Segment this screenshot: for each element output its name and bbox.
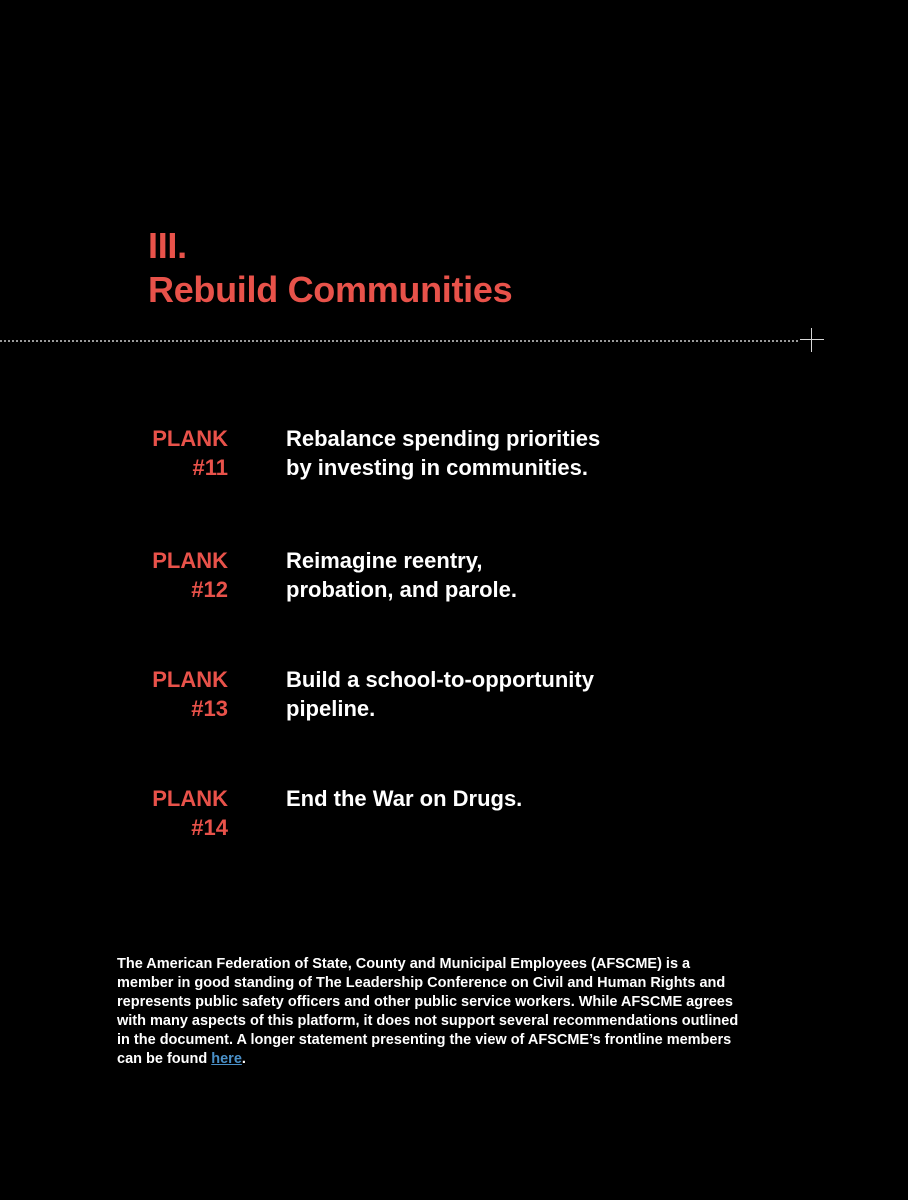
plank-number: #11 bbox=[192, 455, 228, 480]
plank-text-line: by investing in communities. bbox=[286, 455, 588, 480]
section-numeral: III. bbox=[148, 225, 187, 266]
section-heading bbox=[148, 224, 512, 312]
footnote-prefix: can be found bbox=[117, 1051, 212, 1067]
plank-text bbox=[286, 665, 646, 723]
plank-text-line: probation, and parole. bbox=[286, 577, 518, 602]
plank-text-line: End the War on Drugs. bbox=[286, 786, 523, 811]
plank-text bbox=[286, 784, 646, 813]
plank-number: #14 bbox=[191, 815, 228, 840]
plank-number: #13 bbox=[191, 696, 228, 721]
plank-text bbox=[286, 546, 646, 604]
plank-label bbox=[120, 546, 228, 604]
plank-text-line: pipeline. bbox=[286, 696, 376, 721]
plank-text-line: Build a school-to-opportunity bbox=[286, 667, 594, 692]
footnote-suffix: . bbox=[241, 1051, 246, 1067]
footnote-line: member in good standing of The Leadership Conference on Civil and Human Rights and bbox=[117, 975, 726, 991]
dotted-divider bbox=[0, 340, 798, 342]
plank-word: PLANK bbox=[152, 667, 228, 692]
footnote-line: represents public safety officers and other public service workers. While AFSCME agrees bbox=[117, 994, 733, 1010]
plank-label bbox=[120, 784, 228, 842]
plank-number: #12 bbox=[191, 577, 228, 602]
plank-word: PLANK bbox=[152, 786, 228, 811]
plank-text-line: Rebalance spending priorities bbox=[286, 426, 601, 451]
footnote-line: with many aspects of this platform, it does not support several recommendations outlined bbox=[117, 1013, 739, 1029]
crosshair-icon bbox=[800, 328, 824, 352]
footnote-line: The American Federation of State, County and Municipal Employees (AFSCME) is a bbox=[117, 956, 691, 972]
plank-text bbox=[286, 424, 646, 482]
plank-label bbox=[120, 424, 228, 482]
afscme-footnote bbox=[117, 955, 777, 1069]
plank-word: PLANK bbox=[152, 426, 228, 451]
here-link[interactable]: here bbox=[211, 1051, 242, 1067]
footnote-last-line bbox=[117, 1050, 777, 1069]
plank-label bbox=[120, 665, 228, 723]
plank-text-line: Reimagine reentry, bbox=[286, 548, 483, 573]
footnote-line: in the document. A longer statement presenting the view of AFSCME’s frontline members bbox=[117, 1032, 732, 1048]
section-title: Rebuild Communities bbox=[148, 269, 513, 310]
plank-word: PLANK bbox=[152, 548, 228, 573]
